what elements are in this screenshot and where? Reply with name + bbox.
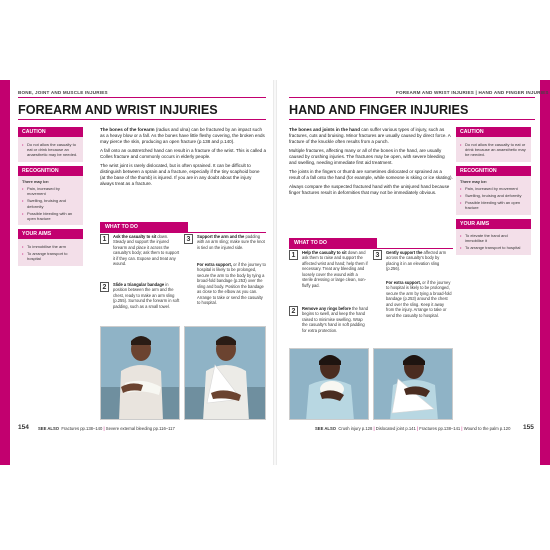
recognition-item: • Swelling, bruising and deformity — [460, 193, 527, 198]
body-lead: The bones of the forearm — [100, 127, 155, 132]
what-to-do-heading: WHAT TO DO — [100, 222, 188, 232]
recognition-intro: There may be: — [22, 178, 50, 184]
running-head-rule — [18, 97, 266, 98]
footer-link[interactable]: Fractures pp.138–140 — [61, 426, 103, 431]
footer-link[interactable]: Dislocated joint p.141 — [375, 426, 416, 431]
step-text: or if the journey to hospital is likely to be prolonged, secure the arm to the body by tying a broad-fold bandage (p.253) over the sling and body. Position the bandage as close to the elbow as you can. Arrange to take or send the casualty to hospital. — [197, 262, 266, 306]
recognition-box — [456, 176, 531, 215]
page-number: 154 — [18, 424, 29, 431]
step-2 — [100, 282, 180, 309]
step-1 — [100, 234, 180, 267]
body-paragraph: (radius and ulna) can be fractured by an impact such as a heavy blow or a fall. As the bones have little fleshy covering, the broken ends may pierce the skin, producing an open fracture (p.138 and p.140). — [100, 127, 265, 145]
footer: SEE ALSO Crush injury p.128 | Dislocated joint p.141 | Fractures pp.138–141 | Wound to the palm p.120 — [315, 426, 511, 431]
footer-link[interactable]: Fractures pp.138–141 — [419, 426, 461, 431]
body-paragraph: The joints in the fingers or thumb are sometimes dislocated or sprained as a result of a fall onto the hand (for example, while someone is skiing or ice skating). — [289, 169, 453, 181]
page-title: HAND AND FINGER INJURIES — [289, 103, 469, 117]
body-lead: The bones and joints in the hand — [289, 127, 360, 132]
aims-item: • To elevate the hand and immobilise it — [460, 233, 527, 244]
right-sidebar — [456, 127, 531, 255]
step-bold: For extra support, — [386, 280, 422, 285]
step-bold: For extra support, — [197, 262, 233, 267]
running-head: FOREARM AND WRIST INJURIES | HAND AND FINGER INJURIES — [396, 90, 549, 95]
recognition-item: • Pain, increased by movement — [22, 186, 79, 197]
aims-item: • To arrange transport to hospital — [22, 251, 79, 262]
step-extra — [184, 262, 266, 306]
recognition-item: • Pain, increased by movement — [460, 186, 527, 191]
step-number: 2 — [100, 282, 109, 292]
aims-box — [18, 239, 83, 265]
step-number: 3 — [184, 234, 193, 244]
step-text: down and ask them to raise and support the affected wrist and hand; help them if necessary. Treat any bleeding and loosely cover the wound with a sterile dressing or large clean, non-fluffy pad. — [302, 250, 368, 288]
footer: SEE ALSO Fractures pp.138–140 | Severe external bleeding pp.116–117 — [38, 426, 175, 431]
footer-link[interactable]: Crush injury p.128 — [338, 426, 373, 431]
step-1 — [289, 250, 369, 288]
recognition-heading: RECOGNITION — [456, 166, 531, 176]
book-gutter — [273, 80, 277, 465]
left-sidebar — [18, 127, 83, 266]
step-number: 2 — [289, 306, 298, 316]
body-paragraph: can suffer various types of injury, such as fractures, cuts and bruising. Minor fractures are usually caused by direct force. A fracture of the knuckle often results from a punch. — [289, 127, 451, 145]
page-title: FOREARM AND WRIST INJURIES — [18, 103, 218, 117]
step-number: 1 — [289, 250, 298, 260]
running-head: BONE, JOINT AND MUSCLE INJURIES — [18, 90, 108, 95]
photo-arm-sling — [184, 326, 266, 420]
what-to-do-header — [289, 238, 453, 249]
photo-hand-padding — [289, 348, 369, 420]
body-text — [100, 127, 266, 190]
aims-heading: YOUR AIMS — [18, 229, 83, 239]
right-edge-tab — [540, 80, 550, 465]
caution-heading: CAUTION — [18, 127, 83, 137]
footer-link[interactable]: Severe external bleeding pp.116–117 — [105, 426, 175, 431]
recognition-item: • Possible bleeding with an open fracture — [460, 200, 527, 211]
step-extra — [373, 280, 453, 318]
body-paragraph: Always compare the suspected fractured hand with the uninjured hand because finger fractures result in deformities that may not be immediately obvious. — [289, 183, 450, 196]
title-rule — [289, 119, 535, 120]
recognition-item: • Swelling, bruising and deformity — [22, 198, 79, 209]
running-head-rule — [289, 97, 535, 98]
step-text: in position between the arm and the chest, ready to make an arm sling (p.255). Surround the forearm in soft padding, such as a small towel. — [113, 282, 180, 309]
aims-item: • To arrange transport to hospital — [460, 245, 527, 250]
step-text: padding with an arm sling; make sure the knot is tied on the injured side. — [197, 234, 265, 250]
caution-item: • Do not allow the casualty to eat or drink because an anaesthetic may be needed. — [22, 142, 79, 158]
caution-box — [18, 137, 83, 162]
step-bold: Ask the casualty to sit — [113, 234, 157, 239]
photo-elevation-sling — [373, 348, 453, 420]
see-also-label: SEE ALSO — [38, 426, 60, 431]
recognition-box — [18, 176, 83, 226]
step-bold: Remove any rings before — [302, 306, 351, 311]
body-paragraph: The wrist joint is rarely dislocated, but is often sprained. It can be difficult to distinguish between a sprain and a fracture, especially if the tiny scaphoid bone (at the base of the thumb) is injured. If you are in any doubt about the injury always treat as a fracture. — [100, 162, 260, 187]
footer-link[interactable]: Wound to the palm p.120 — [463, 426, 511, 431]
body-paragraph: Multiple fractures, affecting many or all of the bones in the hand, are usually caused by crushing injuries. The fractures may be open, with severe bleeding and swelling, needing immediate first aid treatment. — [289, 148, 445, 166]
right-page — [275, 0, 550, 550]
recognition-heading: RECOGNITION — [18, 166, 83, 176]
aims-box — [456, 229, 531, 255]
step-text: affected arm across the casualty's body by placing it in an elevation sling (p.256). — [386, 250, 447, 272]
what-to-do-heading: WHAT TO DO — [289, 238, 377, 248]
caution-heading: CAUTION — [456, 127, 531, 137]
step-bold: Slide a triangular bandage — [113, 282, 165, 287]
step-2 — [289, 306, 369, 333]
step-number: 1 — [100, 234, 109, 244]
title-rule — [18, 119, 266, 120]
aims-heading: YOUR AIMS — [456, 219, 531, 229]
what-to-do-header — [100, 222, 266, 233]
step-bold: Support the arm and the — [197, 234, 245, 239]
page-number: 155 — [523, 424, 534, 431]
step-bold: Help the casualty to sit — [302, 250, 347, 255]
body-text — [289, 127, 453, 199]
see-also-label: SEE ALSO — [315, 426, 337, 431]
aims-item: • To immobilise the arm — [22, 244, 79, 249]
photo-forearm-padding — [100, 326, 180, 420]
recognition-intro: There may be: — [460, 178, 488, 184]
step-text: or if the journey to hospital is likely to be prolonged, secure the arm by tying a broad-fold bandage (p.253) around the chest and over the sling. Keep it away from the injury. Arrange to take or send the casualty to hospital. — [386, 280, 452, 318]
left-edge-tab — [0, 80, 10, 465]
step-text: down. Steady and support the injured forearm and place it across the casualty's body; ask them to support it if they can. Expose and treat any wound. — [113, 234, 180, 267]
caution-item: • Do not allow the casualty to eat or drink because an anaesthetic may be needed. — [460, 142, 527, 158]
step-number: 3 — [373, 250, 382, 260]
step-3 — [184, 234, 266, 250]
caution-box — [456, 137, 531, 162]
step-text: the hand begins to swell, and keep the hand raised to minimise swelling. Wrap the casualty's hand in soft padding for extra protection. — [302, 306, 368, 333]
step-bold: Gently support the — [386, 250, 423, 255]
recognition-item: • Possible bleeding with an open fracture — [22, 211, 79, 222]
body-paragraph: A fall onto an outstretched hand can result in a fracture of the wrist. This is called a Colles fracture and commonly occurs in elderly people. — [100, 148, 266, 160]
step-3 — [373, 250, 453, 272]
